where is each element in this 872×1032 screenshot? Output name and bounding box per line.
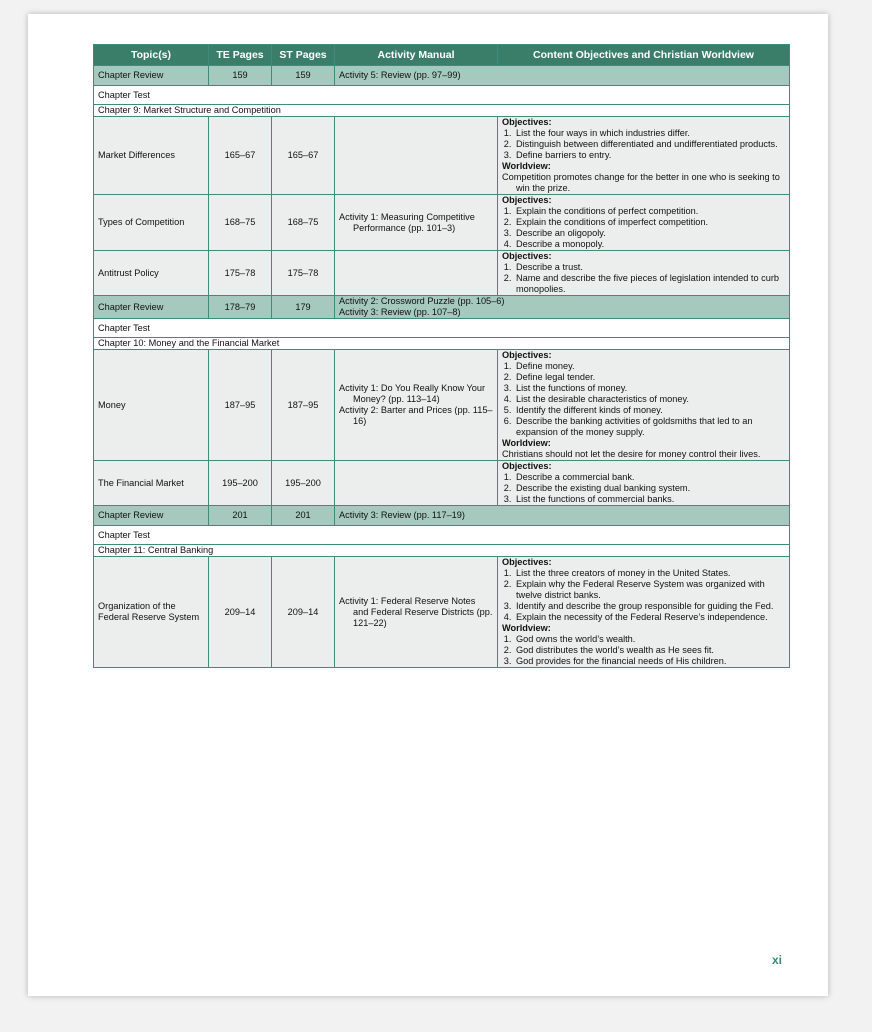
- activity-item: Activity 3: Review (pp. 117–19): [339, 510, 465, 520]
- table-body: [94, 66, 790, 668]
- activity-cell: [335, 296, 790, 319]
- topic-cell: Chapter Review: [94, 506, 209, 526]
- objectives-cell: [498, 557, 790, 668]
- worldview-text: Competition promotes change for the better in one who is seeking to win the prize.: [502, 172, 780, 193]
- table-header-row: [94, 45, 790, 66]
- topic-cell: Chapter Review: [94, 66, 209, 86]
- lesson-plan-table: [93, 44, 790, 668]
- objective-item: 3. Define barriers to entry.: [514, 150, 785, 161]
- worldview-list: [502, 634, 785, 667]
- topic-cell: Antitrust Policy: [94, 251, 209, 296]
- topic-row: [94, 117, 790, 195]
- objectives-list: [502, 568, 785, 623]
- activity-cell: [335, 195, 498, 251]
- activity-item: Activity 2: Barter and Prices (pp. 115–16): [339, 405, 493, 426]
- te-pages-cell: 178–79: [209, 296, 272, 319]
- activity-item: Activity 2: Crossword Puzzle (pp. 105–6): [339, 296, 505, 306]
- topic-cell: The Financial Market: [94, 461, 209, 506]
- st-pages-cell: 209–14: [272, 557, 335, 668]
- topic-cell: Money: [94, 350, 209, 461]
- chapter-title: Chapter 10: Money and the Financial Market: [94, 338, 790, 350]
- activity-cell: [335, 66, 790, 86]
- objectives-cell: [498, 461, 790, 506]
- objectives-heading: Objectives:: [502, 557, 552, 567]
- objective-item: 2. Explain the conditions of imperfect competition.: [514, 217, 785, 228]
- objective-item: 2. Explain why the Federal Reserve System was organized with twelve district banks.: [514, 579, 785, 601]
- objectives-list: [502, 361, 785, 438]
- te-pages-cell: 168–75: [209, 195, 272, 251]
- page-number: xi: [772, 953, 783, 967]
- review-row: [94, 66, 790, 86]
- te-pages-cell: 209–14: [209, 557, 272, 668]
- topic-row: [94, 557, 790, 668]
- objectives-heading: Objectives:: [502, 195, 552, 205]
- topic-row: [94, 461, 790, 506]
- objective-item: 1. Describe a commercial bank.: [514, 472, 785, 483]
- st-pages-cell: 201: [272, 506, 335, 526]
- topic-cell: Types of Competition: [94, 195, 209, 251]
- objective-item: 5. Identify the different kinds of money.: [514, 405, 785, 416]
- header-topics: Topic(s): [94, 45, 209, 66]
- objectives-list: [502, 262, 785, 295]
- worldview-item: 1. God owns the world’s wealth.: [514, 634, 785, 645]
- activity-item: Activity 5: Review (pp. 97–99): [339, 70, 461, 80]
- topic-row: [94, 195, 790, 251]
- activity-item: Activity 1: Measuring Competitive Performance (pp. 101–3): [339, 211, 475, 233]
- topic-row: [94, 350, 790, 461]
- worldview-heading: Worldview:: [502, 438, 551, 448]
- chapter-row: [94, 545, 790, 557]
- objective-item: 3. Identify and describe the group responsible for guiding the Fed.: [514, 601, 785, 612]
- objective-item: 2. Name and describe the five pieces of legislation intended to curb monopolies.: [514, 273, 785, 295]
- objectives-cell: [498, 195, 790, 251]
- activity-cell: [335, 117, 498, 195]
- objective-item: 2. Define legal tender.: [514, 372, 785, 383]
- te-pages-cell: 195–200: [209, 461, 272, 506]
- st-pages-cell: 175–78: [272, 251, 335, 296]
- test-row: [94, 319, 790, 338]
- objectives-heading: Objectives:: [502, 117, 552, 127]
- review-row: [94, 506, 790, 526]
- activity-cell: [335, 461, 498, 506]
- header-st-pages: ST Pages: [272, 45, 335, 66]
- objectives-heading: Objectives:: [502, 350, 552, 360]
- topic-row: [94, 251, 790, 296]
- worldview-item: 3. God provides for the financial needs of His children.: [514, 656, 785, 667]
- objectives-list: [502, 128, 785, 161]
- chapter-row: [94, 338, 790, 350]
- objective-item: 2. Describe the existing dual banking system.: [514, 483, 785, 494]
- review-row: [94, 296, 790, 319]
- objective-item: 3. List the functions of commercial banks.: [514, 494, 785, 505]
- worldview-item: 2. God distributes the world’s wealth as He sees fit.: [514, 645, 785, 656]
- activity-item: Activity 3: Review (pp. 107–8): [339, 307, 461, 317]
- objective-item: 1. List the four ways in which industries differ.: [514, 128, 785, 139]
- st-pages-cell: 159: [272, 66, 335, 86]
- test-row: [94, 86, 790, 105]
- activity-item: Activity 1: Federal Reserve Notes and Federal Reserve Districts (pp. 121–22): [339, 595, 493, 628]
- objectives-cell: [498, 117, 790, 195]
- document-page: [28, 14, 828, 996]
- activity-item: Activity 1: Do You Really Know Your Money? (pp. 113–14): [339, 383, 486, 404]
- objective-item: 1. List the three creators of money in the United States.: [514, 568, 785, 579]
- activity-cell: [335, 506, 790, 526]
- chapter-title: Chapter 9: Market Structure and Competition: [94, 105, 790, 117]
- activity-cell: [335, 251, 498, 296]
- activity-cell: [335, 350, 498, 461]
- objective-item: 4. Describe a monopoly.: [514, 239, 785, 250]
- st-pages-cell: 168–75: [272, 195, 335, 251]
- st-pages-cell: 187–95: [272, 350, 335, 461]
- test-row: [94, 526, 790, 545]
- te-pages-cell: 175–78: [209, 251, 272, 296]
- objectives-list: [502, 472, 785, 505]
- te-pages-cell: 165–67: [209, 117, 272, 195]
- objectives-cell: [498, 251, 790, 296]
- te-pages-cell: 187–95: [209, 350, 272, 461]
- chapter-row: [94, 105, 790, 117]
- objective-item: 2. Distinguish between differentiated and undifferentiated products.: [514, 139, 785, 150]
- objectives-heading: Objectives:: [502, 461, 552, 471]
- topic-cell: Market Differences: [94, 117, 209, 195]
- objective-item: 1. Explain the conditions of perfect competition.: [514, 206, 785, 217]
- objective-item: 1. Define money.: [514, 361, 785, 372]
- topic-cell: Chapter Review: [94, 296, 209, 319]
- objective-item: 3. Describe an oligopoly.: [514, 228, 785, 239]
- chapter-test-label: Chapter Test: [94, 526, 790, 545]
- objectives-cell: [498, 350, 790, 461]
- chapter-title: Chapter 11: Central Banking: [94, 545, 790, 557]
- worldview-text: Christians should not let the desire for money control their lives.: [502, 449, 761, 459]
- chapter-test-label: Chapter Test: [94, 319, 790, 338]
- objectives-heading: Objectives:: [502, 251, 552, 261]
- te-pages-cell: 201: [209, 506, 272, 526]
- header-activity-manual: Activity Manual: [335, 45, 498, 66]
- objective-item: 6. Describe the banking activities of goldsmiths that led to an expansion of the money supply.: [514, 416, 785, 438]
- topic-cell: Organization of the Federal Reserve System: [94, 557, 209, 668]
- worldview-heading: Worldview:: [502, 623, 551, 633]
- chapter-test-label: Chapter Test: [94, 86, 790, 105]
- st-pages-cell: 179: [272, 296, 335, 319]
- st-pages-cell: 195–200: [272, 461, 335, 506]
- st-pages-cell: 165–67: [272, 117, 335, 195]
- objective-item: 4. List the desirable characteristics of money.: [514, 394, 785, 405]
- header-te-pages: TE Pages: [209, 45, 272, 66]
- objectives-list: [502, 206, 785, 250]
- objective-item: 4. Explain the necessity of the Federal Reserve’s independence.: [514, 612, 785, 623]
- header-content-objectives: Content Objectives and Christian Worldview: [498, 45, 790, 66]
- objective-item: 1. Describe a trust.: [514, 262, 785, 273]
- te-pages-cell: 159: [209, 66, 272, 86]
- activity-cell: [335, 557, 498, 668]
- objective-item: 3. List the functions of money.: [514, 383, 785, 394]
- worldview-heading: Worldview:: [502, 161, 551, 171]
